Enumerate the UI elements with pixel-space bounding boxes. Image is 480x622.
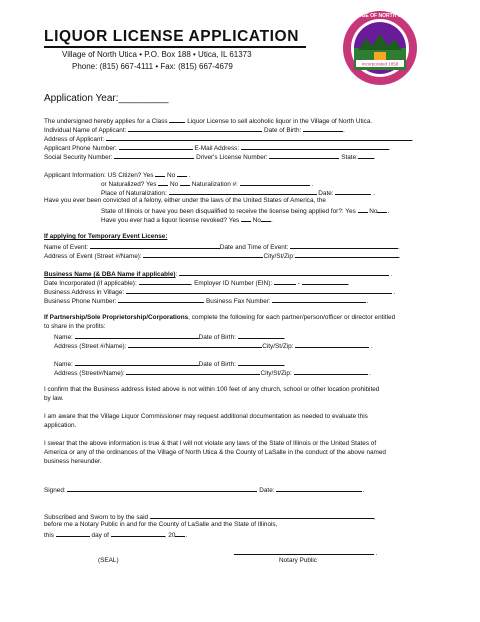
form-title: LIQUOR LICENSE APPLICATION — [44, 28, 299, 45]
event-date-time-field[interactable] — [290, 242, 398, 249]
seal-motto: Incorporated 1858 — [361, 61, 399, 67]
applicant-address-field[interactable] — [106, 134, 412, 141]
partner1-address-field[interactable] — [128, 341, 262, 348]
seal-village-name: VILLAGE OF NORTH UTICA — [347, 13, 413, 19]
ein-part2-field[interactable] — [302, 278, 348, 285]
partner2-city-field[interactable] — [294, 368, 368, 375]
business-name-field[interactable] — [179, 269, 389, 276]
statement-3-line3: business hereunder. — [44, 458, 102, 465]
citizen-no-field[interactable] — [177, 170, 187, 177]
incorporation-row: Date Incorporated (if applicable): . Employer ID Number (EIN): - . — [44, 280, 350, 287]
revoked-row: Have you ever had a liquor license revoked? Yes No . — [101, 217, 273, 224]
sworn-name-field[interactable] — [150, 512, 374, 519]
village-address: Village of North Utica • P.O. Box 188 • Utica, IL 61373 — [62, 50, 252, 59]
notary-date-row: this day of , 20 . — [44, 532, 188, 539]
notary-line1: Subscribed and Sworn to by the said , — [44, 514, 376, 521]
disqualified-row: State of Illinois or have you been disqualified to receive the license being applied for?: Yes No . — [101, 208, 390, 215]
event-name-field[interactable] — [90, 242, 220, 249]
partner2-address-field[interactable] — [126, 368, 260, 375]
statement-1-line2: by law. — [44, 395, 64, 402]
naturalized-row: or Naturalized? Yes No Naturalization #: . — [101, 181, 314, 188]
address-row: Address of Applicant: . — [44, 136, 414, 143]
drivers-license-field[interactable] — [269, 152, 339, 159]
naturalized-no-field[interactable] — [180, 179, 190, 186]
naturalization-place-field[interactable] — [169, 188, 317, 195]
individual-name-field[interactable] — [128, 125, 262, 132]
village-phone-fax: Phone: (815) 667-4111 • Fax: (815) 667-4679 — [72, 62, 233, 71]
partner1-name-field[interactable] — [75, 332, 199, 339]
notary-signature-row: . — [234, 548, 378, 558]
statement-3-line1: I swear that the above information is true & that I will not violate any laws of the State of Illinois or the United States of — [44, 440, 377, 447]
title-underline — [44, 46, 306, 48]
state-field[interactable] — [358, 152, 374, 159]
notary-signature-field[interactable] — [234, 548, 374, 555]
felony-question: Have you ever been convicted of a felony, either under the laws of the United States of America, the — [44, 197, 326, 204]
temp-event-heading: If applying for Temporary Event License: — [44, 233, 168, 240]
signature-row: Signed: Date: . — [44, 487, 365, 494]
event-name-row: Name of Event: Date and Time of Event: . — [44, 244, 400, 251]
partner1-city-field[interactable] — [295, 341, 369, 348]
partner2-dob-field[interactable] — [238, 359, 284, 366]
revoked-no-field[interactable] — [261, 215, 271, 222]
date-incorporated-field[interactable] — [139, 278, 191, 285]
ein-part1-field[interactable] — [274, 278, 296, 285]
business-name-row: Business Name (& DBA Name if applicable): . — [44, 271, 393, 278]
ssn-field[interactable] — [114, 152, 194, 159]
statement-1-line1: I confirm that the Business address listed above is not within 100 feet of any church, school or other location prohibited — [44, 386, 380, 393]
event-address-field[interactable] — [143, 251, 263, 258]
statement-3-line2: America or any of the ordinances of the Village of North Utica & the County of LaSalle in the conduct of the above named — [44, 449, 386, 456]
naturalization-number-field[interactable] — [240, 179, 310, 186]
partner2-name-field[interactable] — [75, 359, 199, 366]
business-address-field[interactable] — [126, 287, 392, 294]
notary-public-label: Notary Public — [279, 557, 318, 564]
statement-2-line1: I am aware that the Village Liquor Commissioner may request additional documentation as needed to evaluate this — [44, 413, 368, 420]
revoked-yes-field[interactable] — [241, 215, 251, 222]
notary-line2: before me a Notary Public in and for the County of LaSalle and the State of Illinois, — [44, 521, 278, 528]
ssn-license-row: Social Security Number: Driver's License Number: State: . — [44, 154, 376, 161]
partner1-name-row: Name: Date of Birth: . — [54, 334, 286, 341]
signature-date-field[interactable] — [276, 485, 362, 492]
partner2-name-row: Name: Date of Birth: . — [54, 361, 286, 368]
notary-year-field[interactable] — [175, 530, 185, 537]
partners-heading-line2: to share in the profits: — [44, 323, 106, 330]
event-city-field[interactable] — [295, 251, 399, 258]
intro-line: The undersigned hereby applies for a Class Liquor License to sell alcoholic liquor in the Village of North Utica. — [44, 118, 373, 125]
citizen-yes-field[interactable] — [155, 170, 165, 177]
signature-field[interactable] — [67, 485, 257, 492]
notary-month-field[interactable] — [111, 530, 165, 537]
felony-yes-field[interactable] — [358, 206, 368, 213]
business-phone-field[interactable] — [118, 296, 204, 303]
business-address-row: Business Address in Village: . — [44, 289, 396, 296]
naturalization-place-row: Place of Naturalization: Date: . — [101, 190, 375, 197]
individual-name-row: Individual Name of Applicant: Date of Birth: . — [44, 127, 345, 134]
citizen-row: Applicant Information: US Citizen? Yes No . — [44, 172, 191, 179]
felony-no-field[interactable] — [377, 206, 387, 213]
application-year: Application Year:_________ — [44, 93, 169, 104]
phone-email-row: Applicant Phone Number: E-Mail Address: . — [44, 145, 391, 152]
naturalized-yes-field[interactable] — [158, 179, 168, 186]
village-seal-logo — [336, 8, 424, 88]
applicant-phone-field[interactable] — [119, 143, 193, 150]
email-field[interactable] — [241, 143, 389, 150]
notary-day-field[interactable] — [56, 530, 90, 537]
partners-heading: If Partnership/Sole Proprietorship/Corporations, complete the following for each partner/person/officer or director entitled — [44, 314, 396, 321]
naturalization-date-field[interactable] — [335, 188, 371, 195]
class-field[interactable] — [169, 116, 185, 123]
seal-label: (SEAL) — [98, 557, 119, 564]
business-fax-field[interactable] — [272, 296, 366, 303]
partner1-dob-field[interactable] — [238, 332, 284, 339]
partner2-address-row: Address (Street#/Name): City/St/Zip: . — [54, 370, 372, 377]
business-phone-row: Business Phone Number: Business Fax Number: . — [44, 298, 369, 305]
dob-field[interactable] — [303, 125, 343, 132]
statement-2-line2: application. — [44, 422, 77, 429]
partner1-address-row: Address (Street #/Name): City/St/Zip: . — [54, 343, 373, 350]
event-address-row: Address of Event (Street #/Name): City/St/Zip: . — [44, 253, 401, 260]
